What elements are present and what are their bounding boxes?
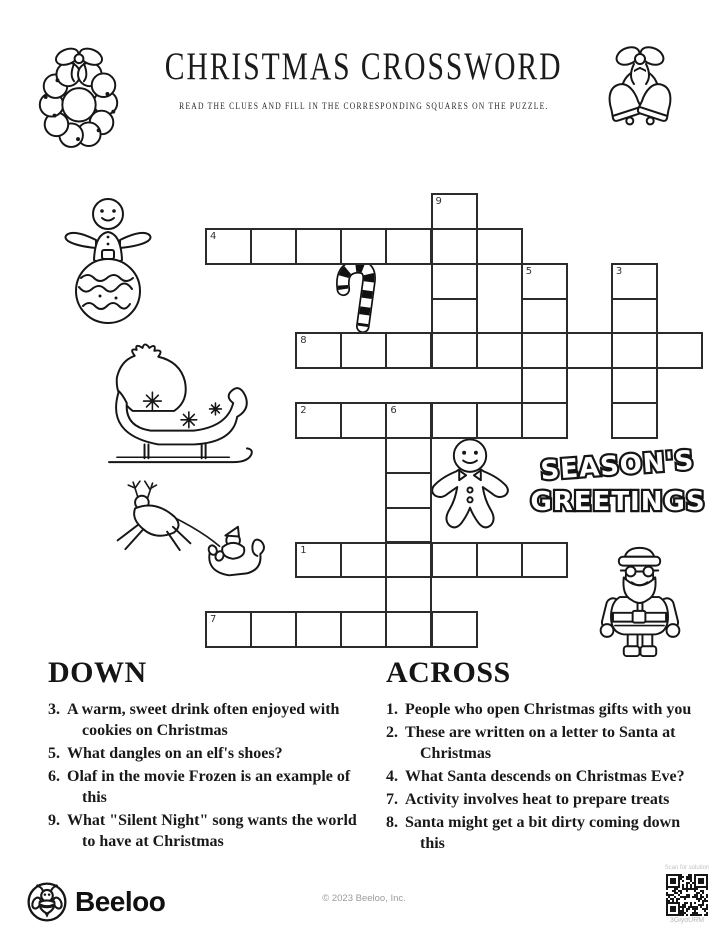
grid-cell <box>385 228 432 265</box>
grid-cell <box>385 332 432 369</box>
grid-cell <box>521 298 568 335</box>
grid-cell <box>521 332 568 369</box>
grid-cell <box>431 263 478 300</box>
clue-item: 9. What "Silent Night" song wants the world to have at Christmas <box>48 812 357 850</box>
grid-cell <box>340 332 387 369</box>
grid-cell <box>295 228 342 265</box>
grid-cell <box>476 228 523 265</box>
grid-cell <box>611 298 658 335</box>
greeting-line1: SEASON'S <box>539 445 696 487</box>
grid-cell <box>340 611 387 648</box>
grid-cell <box>431 402 478 439</box>
grid-cell <box>431 611 478 648</box>
clue-item: 3. A warm, sweet drink often enjoyed with cookies on Christmas <box>48 701 340 739</box>
copyright-text: © 2023 Beeloo, Inc. <box>322 893 406 904</box>
clue-item: 4. What Santa descends on Christmas Eve? <box>386 768 685 785</box>
santa-icon <box>588 542 692 660</box>
grid-cell <box>385 542 432 579</box>
brand-name: Beeloo <box>75 886 166 917</box>
candy-cane-icon <box>330 260 380 338</box>
grid-cell <box>340 228 387 265</box>
gingerbread-man-icon <box>423 436 518 546</box>
grid-cell <box>340 402 387 439</box>
seasons-greetings-text <box>523 444 713 528</box>
down-clue-list <box>48 699 360 852</box>
grid-cell: 2 <box>295 402 342 439</box>
across-clue-list <box>386 699 701 854</box>
grid-cell <box>385 437 432 474</box>
grid-cell <box>431 228 478 265</box>
grid-cell <box>476 542 523 579</box>
qr-caption-top: Scan for solution <box>664 865 710 871</box>
grid-cell <box>476 332 523 369</box>
wreath-icon <box>30 40 128 150</box>
grid-cell <box>521 542 568 579</box>
santa-sleigh-reindeer-icon <box>105 476 270 598</box>
qr-code <box>666 874 708 916</box>
clue-item: 8. Santa might get a bit dirty coming down this <box>386 814 681 852</box>
grid-cell <box>385 507 432 544</box>
grid-cell: 3 <box>611 263 658 300</box>
grid-cell <box>566 332 613 369</box>
greeting-line2: GREETINGS <box>530 487 706 517</box>
sleigh-icon <box>95 340 263 473</box>
grid-cell <box>385 576 432 613</box>
down-heading: DOWN <box>48 656 147 689</box>
grid-cell <box>250 228 297 265</box>
grid-cell <box>250 611 297 648</box>
page-subtitle: READ THE CLUES AND FILL IN THE CORRESPONDING SQUARES ON THE PUZZLE. <box>179 102 549 112</box>
bells-icon <box>590 38 690 134</box>
grid-cell: 5 <box>521 263 568 300</box>
grid-cell <box>431 298 478 335</box>
grid-cell: 9 <box>431 193 478 230</box>
grid-cell <box>611 367 658 404</box>
clue-item: 1. People who open Christmas gifts with you <box>386 701 692 718</box>
clue-item: 7. Activity involves heat to prepare treats <box>386 791 670 808</box>
grid-cell <box>340 542 387 579</box>
across-heading: ACROSS <box>386 656 511 689</box>
grid-cell <box>431 542 478 579</box>
gingerbread-ornament-icon <box>58 188 158 328</box>
grid-cell <box>431 332 478 369</box>
grid-cell <box>385 472 432 509</box>
qr-block <box>662 864 712 924</box>
clue-item: 6. Olaf in the movie Frozen is an example of this <box>48 768 351 806</box>
qr-caption-bottom: 3GiyoURM <box>669 917 705 924</box>
grid-cell: 6 <box>385 402 432 439</box>
grid-cell <box>611 402 658 439</box>
grid-cell: 8 <box>295 332 342 369</box>
page-title: CHRISTMAS CROSSWORD <box>165 45 563 88</box>
grid-cell: 7 <box>205 611 252 648</box>
grid-cell <box>385 611 432 648</box>
clue-item: 5. What dangles on an elf's shoes? <box>48 745 283 762</box>
grid-cell <box>295 611 342 648</box>
grid-cell: 4 <box>205 228 252 265</box>
grid-cell <box>656 332 703 369</box>
grid-cell <box>521 367 568 404</box>
grid-cell <box>476 402 523 439</box>
grid-cell: 1 <box>295 542 342 579</box>
clue-item: 2. These are written on a letter to Santa at Christmas <box>386 724 676 762</box>
grid-cell <box>521 402 568 439</box>
grid-cell <box>611 332 658 369</box>
